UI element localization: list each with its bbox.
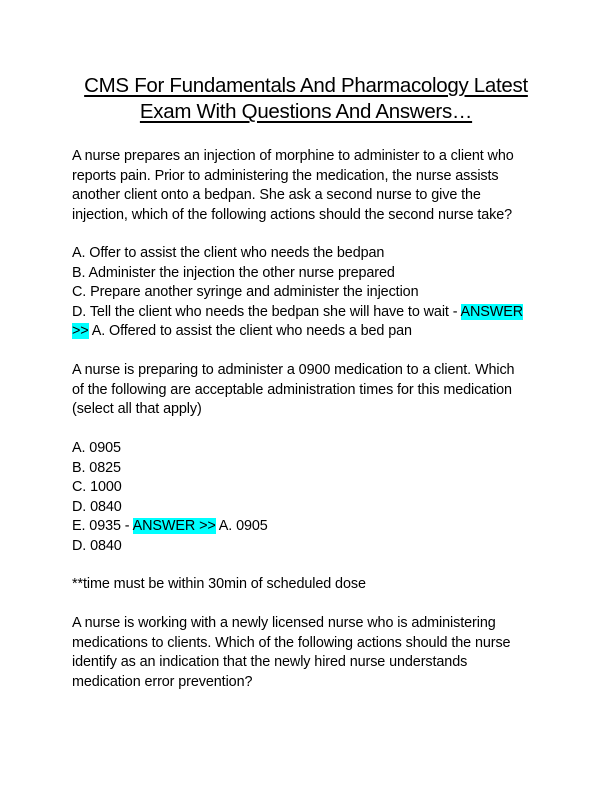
option-d-repeat: D. 0840 [72,537,122,554]
option-c: C. 1000 [72,479,122,495]
question-3-stem-line: identify as an indication that the newly hired nurse understands [72,654,468,670]
question-1-stem-line: another client onto a bedpan. She ask a second nurse to give the [72,187,481,203]
question-2-stem-line: of the following are acceptable administration times for this medication [72,381,512,398]
option-e-text: E. 0935 - [72,518,133,534]
question-2-stem [72,361,552,420]
option-b: B. Administer the injection the other nurse prepared [72,264,395,281]
question-1-stem-line: reports pain. Prior to administering the medication, the nurse assists [72,167,499,184]
question-2-stem-line: A nurse is preparing to administer a 0900 medication to a client. Which [72,362,515,378]
answer-line [72,322,552,342]
option-d-text: D. Tell the client who needs the bedpan she will have to wait - [72,303,461,320]
document-title [60,73,552,125]
option-c: C. Prepare another syringe and administer the injection [72,284,419,300]
question-1-options [72,244,552,342]
question-3-stem-line: medication error prevention? [72,673,253,690]
question-3-stem [72,614,552,692]
question-2-options [72,439,552,556]
title-line-2: Exam With Questions And Answers… [139,100,473,123]
option-a: A. 0905 [72,440,121,456]
answer-tag: ANSWER >> [132,518,216,534]
title-line-1: CMS For Fundamentals And Pharmacology Latest [84,74,528,97]
answer-text: A. 0905 [215,518,268,534]
question-1-stem-line: injection, which of the following actions should the second nurse take? [72,206,513,223]
question-1-stem-line: A nurse prepares an injection of morphine to administer to a client who [72,148,514,164]
option-d: D. 0840 [72,498,122,515]
option-a: A. Offer to assist the client who needs the bedpan [72,245,385,261]
question-1-stem [72,147,552,225]
option-b: B. 0825 [72,459,121,476]
answer-tag: ANSWER [460,303,524,320]
question-2-stem-line: (select all that apply) [72,401,202,417]
option-e [72,517,552,537]
question-3-stem-line: A nurse is working with a newly licensed nurse who is administering [72,615,496,631]
option-d [72,303,552,323]
answer-tag-arrows: >> [72,323,89,339]
question-3-stem-line: medications to clients. Which of the following actions should the nurse [72,634,511,651]
question-2-note [72,575,552,595]
note-line: **time must be within 30min of scheduled dose [72,576,366,592]
answer-text: A. Offered to assist the client who needs a bed pan [88,323,412,339]
